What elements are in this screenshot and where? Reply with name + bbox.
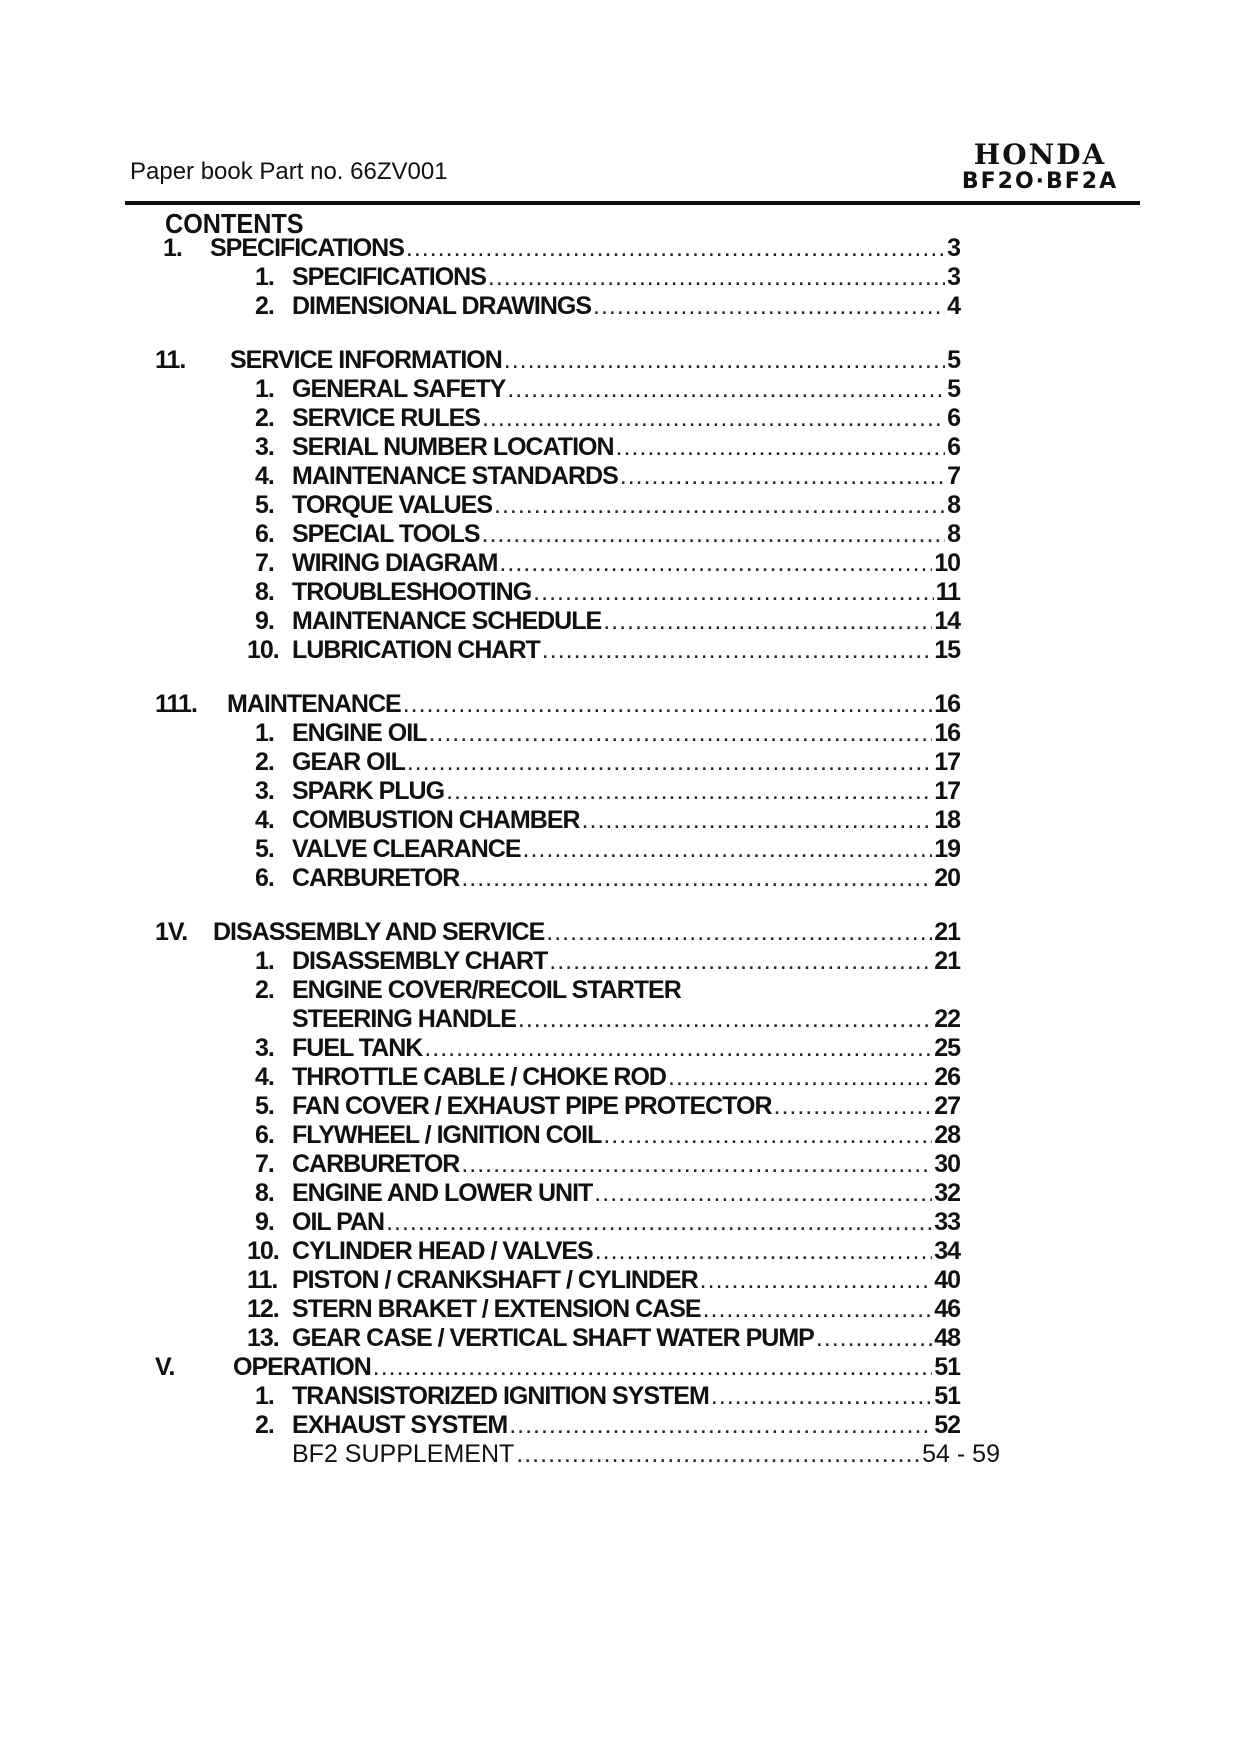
part-number: Paper book Part no. 66ZV001	[130, 158, 448, 185]
toc-entry	[255, 1034, 960, 1063]
toc-page-number: 6	[947, 404, 960, 432]
toc-entry	[255, 549, 960, 578]
toc-number: 2.	[255, 748, 274, 776]
toc-page-number: 20	[934, 864, 960, 892]
dot-leader	[594, 1179, 932, 1208]
dot-leader	[488, 263, 945, 292]
toc-entry	[255, 1121, 960, 1150]
dot-leader	[711, 1382, 932, 1411]
toc-label: WIRING DIAGRAM	[292, 549, 498, 577]
toc-page-number: 7	[947, 462, 960, 490]
toc-label: GENERAL SAFETY	[292, 375, 506, 403]
toc-entry	[255, 1208, 960, 1237]
toc-number: 5.	[255, 491, 274, 519]
toc-number: V.	[155, 1353, 175, 1381]
toc-page-number: 52	[934, 1411, 960, 1439]
header-rule	[125, 201, 1140, 205]
toc-page-number: 10	[934, 549, 960, 577]
toc-entry	[255, 1005, 960, 1034]
toc-entry	[255, 491, 960, 520]
toc-label: OIL PAN	[292, 1208, 385, 1236]
toc-page-number: 17	[934, 777, 960, 805]
toc-number: 10.	[247, 1237, 279, 1265]
toc-label: SPARK PLUG	[292, 777, 445, 805]
dot-leader	[616, 433, 946, 462]
toc-label: MAINTENANCE STANDARDS	[292, 462, 618, 490]
toc-label: TORQUE VALUES	[292, 491, 492, 519]
toc-page-number: 33	[934, 1208, 960, 1236]
toc-entry	[255, 748, 960, 777]
toc-number: 1.	[255, 947, 274, 975]
toc-page-number: 8	[947, 491, 960, 519]
toc-page-number: 5	[947, 346, 960, 374]
toc-page-number: 46	[934, 1295, 960, 1323]
toc-page-number: 16	[934, 719, 960, 747]
toc-number: 11.	[155, 346, 186, 374]
toc-label: ENGINE OIL	[292, 719, 427, 747]
toc-label: GEAR CASE / VERTICAL SHAFT WATER PUMP	[292, 1324, 814, 1352]
dot-leader	[774, 1092, 933, 1121]
toc-number: 7.	[255, 549, 274, 577]
toc-number: 1.	[255, 1382, 274, 1410]
toc-label: MAINTENANCE SCHEDULE	[292, 607, 602, 635]
toc-entry	[255, 864, 960, 893]
dot-leader	[406, 234, 945, 263]
toc-label: COMBUSTION CHAMBER	[292, 806, 580, 834]
dot-leader	[482, 404, 945, 433]
dot-leader	[428, 719, 932, 748]
toc-entry	[255, 777, 960, 806]
toc-label: FUEL TANK	[292, 1034, 423, 1062]
toc-label: BF2 SUPPLEMENT	[292, 1440, 515, 1468]
toc-page-number: 21	[934, 947, 960, 975]
dot-leader	[603, 1121, 932, 1150]
toc-entry	[247, 1324, 960, 1353]
toc-number: 8.	[255, 578, 274, 606]
toc-label: TRANSISTORIZED IGNITION SYSTEM	[292, 1382, 709, 1410]
dot-leader	[703, 1295, 933, 1324]
dot-leader	[446, 777, 932, 806]
dot-leader	[518, 1005, 932, 1034]
toc-label: SPECIFICATIONS	[210, 234, 404, 262]
toc-page-number: 51	[934, 1382, 960, 1410]
toc-label: PISTON / CRANKSHAFT / CYLINDER	[292, 1266, 698, 1294]
toc-entry	[255, 1382, 960, 1411]
toc-number: 1.	[255, 375, 274, 403]
toc-page-number: 51	[934, 1353, 960, 1381]
toc-page-number: 18	[934, 806, 960, 834]
toc-page-number: 28	[934, 1121, 960, 1149]
toc-page-number: 21	[934, 918, 960, 946]
toc-number: 2.	[255, 404, 274, 432]
toc-number: 11.	[247, 1266, 278, 1294]
toc-number: 9.	[255, 1208, 274, 1236]
toc-section	[155, 346, 960, 375]
toc-label: STERN BRAKET / EXTENSION CASE	[292, 1295, 701, 1323]
toc-number: 1V.	[155, 918, 188, 946]
toc-page-number: 26	[934, 1063, 960, 1091]
toc-number: 6.	[255, 520, 274, 548]
dot-leader	[461, 1150, 932, 1179]
toc-page-number: 34	[934, 1237, 960, 1265]
toc-label: LUBRICATION CHART	[292, 636, 540, 664]
dot-leader	[595, 1237, 932, 1266]
dot-leader	[816, 1324, 932, 1353]
toc-entry	[255, 462, 960, 491]
toc-number: 2.	[255, 292, 274, 320]
toc-label: ENGINE AND LOWER UNIT	[292, 1179, 593, 1207]
dot-leader	[494, 491, 945, 520]
dot-leader	[507, 375, 945, 404]
toc-number: 1.	[163, 234, 182, 262]
toc-page-number: 40	[934, 1266, 960, 1294]
toc-number: 5.	[255, 1092, 274, 1120]
toc-entry	[255, 806, 960, 835]
toc-number: 2.	[255, 976, 274, 1004]
toc-entry	[255, 375, 960, 404]
dot-leader	[542, 636, 932, 665]
toc-page-number: 6	[947, 433, 960, 461]
dot-leader	[461, 864, 932, 893]
dot-leader	[482, 520, 946, 549]
toc-page-number: 5	[947, 375, 960, 403]
dot-leader	[516, 1440, 920, 1469]
toc-label: OPERATION	[233, 1353, 371, 1381]
model-name: BF2O·BF2A	[961, 169, 1119, 194]
toc-page-number: 8	[947, 520, 960, 548]
toc-entry	[255, 292, 960, 321]
dot-leader	[603, 607, 932, 636]
toc-page-number: 11	[935, 578, 960, 606]
toc-number: 13.	[247, 1324, 279, 1352]
toc-section	[155, 690, 960, 719]
toc-number: 7.	[255, 1150, 274, 1178]
dot-leader	[582, 806, 933, 835]
dot-leader	[504, 346, 945, 375]
dot-leader	[549, 947, 932, 976]
toc-page-number: 27	[934, 1092, 960, 1120]
toc-page-number: 3	[947, 263, 960, 291]
toc-page-number: 32	[934, 1179, 960, 1207]
toc-entry	[255, 607, 960, 636]
toc-entry	[255, 520, 960, 549]
toc-entry	[255, 1440, 1000, 1469]
toc-section	[155, 1353, 960, 1382]
toc-entry	[255, 1092, 960, 1121]
toc-label: FAN COVER / EXHAUST PIPE PROTECTOR	[292, 1092, 772, 1120]
toc-label: SPECIAL TOOLS	[292, 520, 480, 548]
toc-label: STEERING HANDLE	[292, 1005, 516, 1033]
toc-entry	[247, 1237, 960, 1266]
toc-label: DISASSEMBLY CHART	[292, 947, 548, 975]
dot-leader	[386, 1208, 932, 1237]
toc-page-number: 25	[934, 1034, 960, 1062]
toc-label: MAINTENANCE	[227, 690, 401, 718]
toc-page-number: 15	[934, 636, 960, 664]
toc-number: 111.	[155, 690, 197, 718]
toc-number: 8.	[255, 1179, 274, 1207]
dot-leader	[403, 690, 932, 719]
toc-label: SPECIFICATIONS	[292, 263, 486, 291]
toc-entry	[255, 404, 960, 433]
toc-label: THROTTLE CABLE / CHOKE ROD	[292, 1063, 666, 1091]
dot-leader	[373, 1353, 932, 1382]
brand-logo	[940, 140, 1140, 194]
dot-leader	[407, 748, 932, 777]
dot-leader	[700, 1266, 933, 1295]
toc-label: FLYWHEEL / IGNITION COIL	[292, 1121, 602, 1149]
toc-page-number: 54 - 59	[922, 1440, 1000, 1468]
toc-entry	[255, 433, 960, 462]
toc-page-number: 16	[934, 690, 960, 718]
toc-label: CARBURETOR	[292, 1150, 460, 1178]
toc-entry	[255, 263, 960, 292]
toc-number: 3.	[255, 777, 274, 805]
toc-label: TROUBLESHOOTING	[292, 578, 532, 606]
toc-number: 1.	[255, 719, 274, 747]
toc-number: 4.	[255, 806, 274, 834]
toc-number: 9.	[255, 607, 274, 635]
toc-number: 4.	[255, 462, 274, 490]
toc-entry	[247, 1266, 960, 1295]
toc-page-number: 3	[947, 234, 960, 262]
toc-label: GEAR OIL	[292, 748, 405, 776]
toc-section	[163, 234, 960, 263]
toc-page-number: 19	[934, 835, 960, 863]
toc-page-number: 48	[934, 1324, 960, 1352]
toc-label: EXHAUST SYSTEM	[292, 1411, 508, 1439]
toc-entry	[247, 636, 960, 665]
toc-label: CYLINDER HEAD / VALVES	[292, 1237, 593, 1265]
dot-leader	[620, 462, 945, 491]
page-header	[130, 140, 1140, 202]
page-title: CONTENTS	[165, 208, 304, 239]
toc-page-number: 30	[934, 1150, 960, 1178]
toc-number: 1.	[255, 263, 274, 291]
toc-number: 6.	[255, 1121, 274, 1149]
toc-label: CARBURETOR	[292, 864, 460, 892]
toc-number: 12.	[247, 1295, 279, 1323]
toc-number: 4.	[255, 1063, 274, 1091]
dot-leader	[509, 1411, 932, 1440]
toc-entry	[255, 1063, 960, 1092]
toc-number: 5.	[255, 835, 274, 863]
toc-label: VALVE CLEARANCE	[292, 835, 521, 863]
toc-entry	[255, 976, 960, 1005]
toc-page-number: 17	[934, 748, 960, 776]
toc-label: SERVICE INFORMATION	[230, 346, 502, 374]
toc-entry	[255, 578, 960, 607]
dot-leader	[523, 835, 933, 864]
toc-page-number: 14	[934, 607, 960, 635]
dot-leader	[424, 1034, 932, 1063]
toc-number: 2.	[255, 1411, 274, 1439]
toc-entry	[247, 1295, 960, 1324]
toc-entry	[255, 1150, 960, 1179]
toc-number: 6.	[255, 864, 274, 892]
dot-leader	[533, 578, 933, 607]
toc-section	[155, 918, 960, 947]
dot-leader	[593, 292, 945, 321]
dot-leader	[546, 918, 932, 947]
toc-number: 3.	[255, 433, 274, 461]
toc-entry	[255, 947, 960, 976]
toc-label: DISASSEMBLY AND SERVICE	[213, 918, 545, 946]
toc-entry	[255, 1179, 960, 1208]
toc-entry	[255, 719, 960, 748]
toc-entry	[255, 1411, 960, 1440]
toc-number: 10.	[247, 636, 279, 664]
dot-leader	[499, 549, 932, 578]
toc-page-number: 4	[947, 292, 960, 320]
dot-leader	[668, 1063, 932, 1092]
brand-name: HONDA	[973, 138, 1107, 171]
toc-label: ENGINE COVER/RECOIL STARTER	[292, 976, 681, 1004]
toc-number: 3.	[255, 1034, 274, 1062]
toc-label: SERVICE RULES	[292, 404, 480, 432]
toc-page-number: 22	[934, 1005, 960, 1033]
toc-label: SERIAL NUMBER LOCATION	[292, 433, 614, 461]
toc-label: DIMENSIONAL DRAWINGS	[292, 292, 591, 320]
toc-entry	[255, 835, 960, 864]
